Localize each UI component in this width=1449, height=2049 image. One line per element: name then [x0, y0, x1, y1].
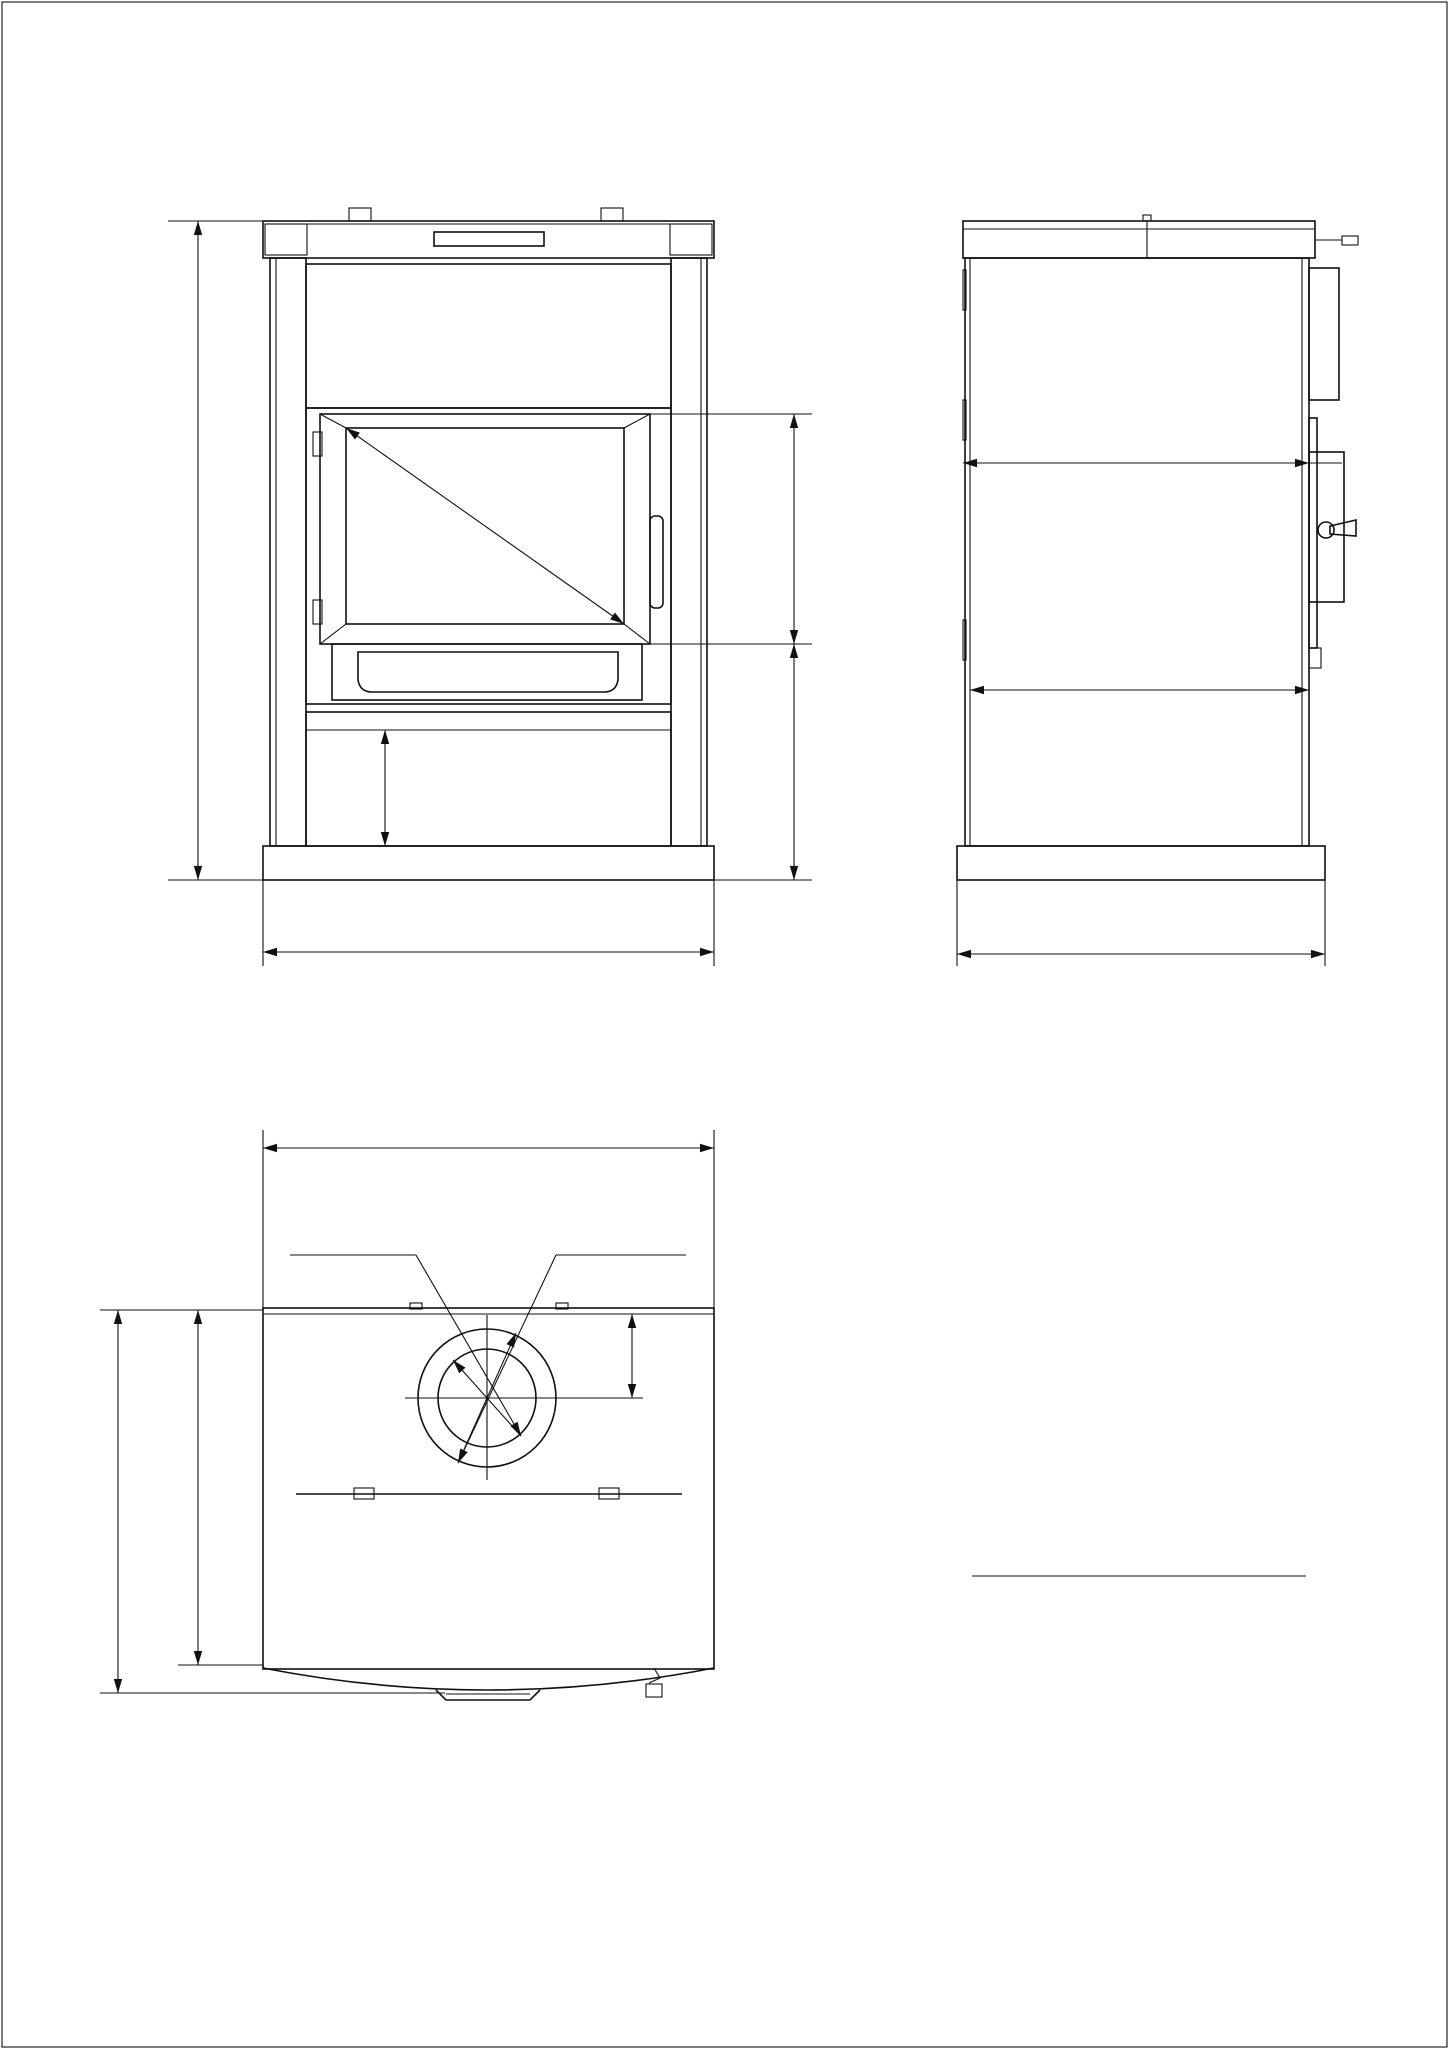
top-view [100, 1130, 714, 1700]
side-view [957, 215, 1358, 966]
front-view [168, 208, 812, 966]
sheet-border [2, 2, 1447, 2047]
